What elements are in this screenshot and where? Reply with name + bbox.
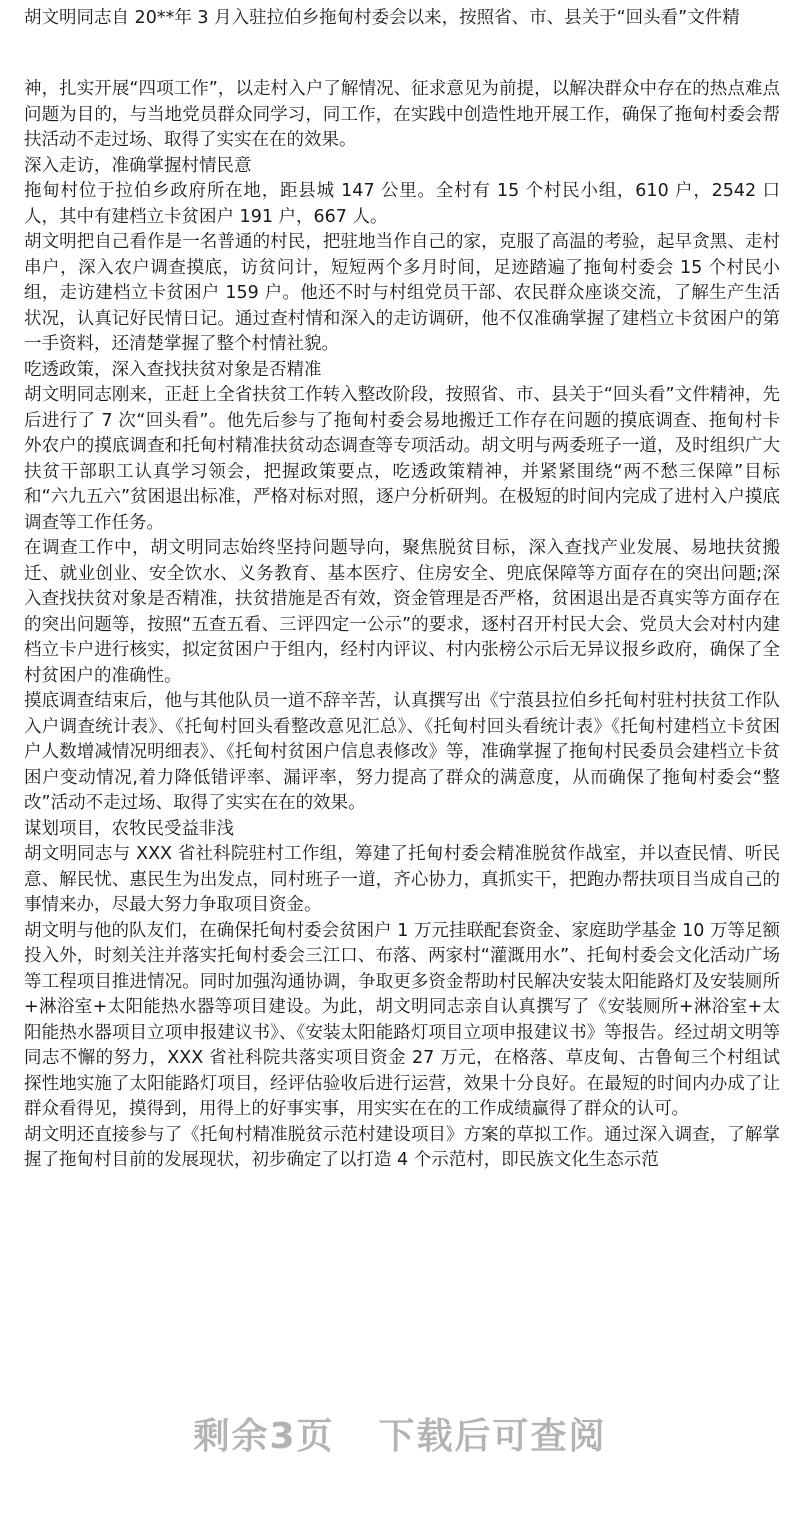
section-heading: 深入走访，准确掌握村情民意	[24, 155, 252, 176]
paragraph: 胡文明同志与 XXX 省社科院驻村工作组，筹建了托甸村委会精准脱贫作战室，并以查民情、听民意、解民忧、惠民生为出发点，同村班子一道，齐心协力，真抓实干，把跑办帮扶项目当成自己的事情来办，尽最大努力争取项目资金。	[24, 844, 780, 915]
section-heading: 谋划项目，农牧民受益非浅	[24, 818, 234, 839]
paragraph: 胡文明还直接参与了《托甸村精准脱贫示范村建设项目》方案的草拟工作。通过深入调查，了解掌握了拖甸村目前的发展现状，初步确定了以打造 4 个示范村，即民族文化生态示范	[24, 1124, 780, 1170]
document-body	[24, 77, 780, 1174]
section-heading: 吃透政策，深入查找扶贫对象是否精准	[24, 359, 322, 380]
paragraph: 神，扎实开展“四项工作”，以走村入户了解情况、征求意见为前提，以解决群众中存在的热点难点问题为目的，与当地党员群众同学习，同工作，在实践中创造性地开展工作，确保了拖甸村委会帮扶活动不走过场、取得了实实在在的效果。	[24, 79, 780, 150]
paragraph: 胡文明与他的队友们，在确保托甸村委会贫困户 1 万元挂联配套资金、家庭助学基金 10 万等足额投入外，时刻关注并落实托甸村委会三江口、布落、两家村“灌溉用水”、托甸村委会文化活动广场等工程项目推进情况。同时加强沟通协调，争取更多资金帮助村民解决安装太阳能路灯及安装厕所+淋浴室+太阳能热水器等项目建设。为此，胡文明同志亲自认真撰写了《安装厕所+淋浴室+太阳能热水器项目立项申报建议书》、《安装太阳能路灯项目立项申报建议书》等报告。经过胡文明等同志不懈的努力，XXX 省社科院共落实项目资金 27 万元，在格落、草皮甸、古鲁甸三个村组试探性地实施了太阳能路灯项目，经评估验收后进行运营，效果十分良好。在最短的时间内办成了让群众看得见，摸得到，用得上的好事实事，用实实在在的工作成绩赢得了群众的认可。	[24, 920, 780, 1119]
download-to-view-text: 下载后可查阅	[378, 1416, 607, 1457]
first-line: 胡文明同志自 20**年 3 月入驻拉伯乡拖甸村委会以来，按照省、市、县关于“回头看”文件精	[24, 8, 740, 28]
paragraph: 在调查工作中，胡文明同志始终坚持问题导向，聚焦脱贫目标，深入查找产业发展、易地扶贫搬迁、就业创业、安全饮水、义务教育、基本医疗、住房安全、兜底保障等方面存在的突出问题;深入查找扶贫对象是否精准，扶贫措施是否有效，资金管理是否严格，贫困退出是否真实等方面存在的突出问题等，按照“五查五看、三评四定一公示”的要求，逐村召开村民大会、党员大会对村内建档立卡户进行核实，拟定贫困户于组内，经村内评议、村内张榜公示后无异议报乡政府，确保了全村贫困户的准确性。	[24, 538, 780, 686]
download-prompt[interactable]	[0, 1408, 800, 1459]
paragraph: 胡文明把自己看作是一名普通的村民，把驻地当作自己的家，克服了高温的考验，起早贪黑、走村串户，深入农户调查摸底，访贫问计，短短两个多月时间，足迹踏遍了拖甸村委会 15 个村民小组，走访建档立卡贫困户 159 户。他还不时与村组党员干部、农民群众座谈交流，了解生产生活状况，认真记好民情日记。通过查村情和深入的走访调研，他不仅准确掌握了建档立卡贫困户的第一手资料，还清楚掌握了整个村情社貌。	[24, 232, 780, 354]
paragraph: 摸底调查结束后，他与其他队员一道不辞辛苦，认真撰写出《宁蒗县拉伯乡托甸村驻村扶贫工作队入户调查统计表》、《托甸村回头看整改意见汇总》、《托甸村回头看统计表》《托甸村建档立卡贫困户人数增减情况明细表》、《托甸村贫困户信息表修改》等，准确掌握了拖甸村民委员会建档立卡贫困户变动情况,着力降低错评率、漏评率，努力提高了群众的满意度，从而确保了拖甸村委会“整改”活动不走过场、取得了实实在在的效果。	[24, 691, 780, 813]
paragraph: 胡文明同志刚来，正赶上全省扶贫工作转入整改阶段，按照省、市、县关于“回头看”文件精神，先后进行了 7 次“回头看”。他先后参与了拖甸村委会易地搬迁工作存在问题的摸底调查、拖甸村卡外农户的摸底调查和托甸村精准扶贫动态调查等专项活动。胡文明与两委班子一道，及时组织广大扶贫干部职工认真学习领会，把握政策要点，吃透政策精神，并紧紧围绕“两不愁三保障”目标和“六九五六”贫困退出标准，严格对标对照，逐户分析研判。在极短的时间内完成了进村入户摸底调查等工作任务。	[24, 385, 780, 533]
paragraph: 拖甸村位于拉伯乡政府所在地，距县城 147 公里。全村有 15 个村民小组，610 户，2542 口人，其中有建档立卡贫困户 191 户，667 人。	[24, 181, 780, 227]
remaining-pages-text: 剩余3页	[193, 1416, 335, 1457]
